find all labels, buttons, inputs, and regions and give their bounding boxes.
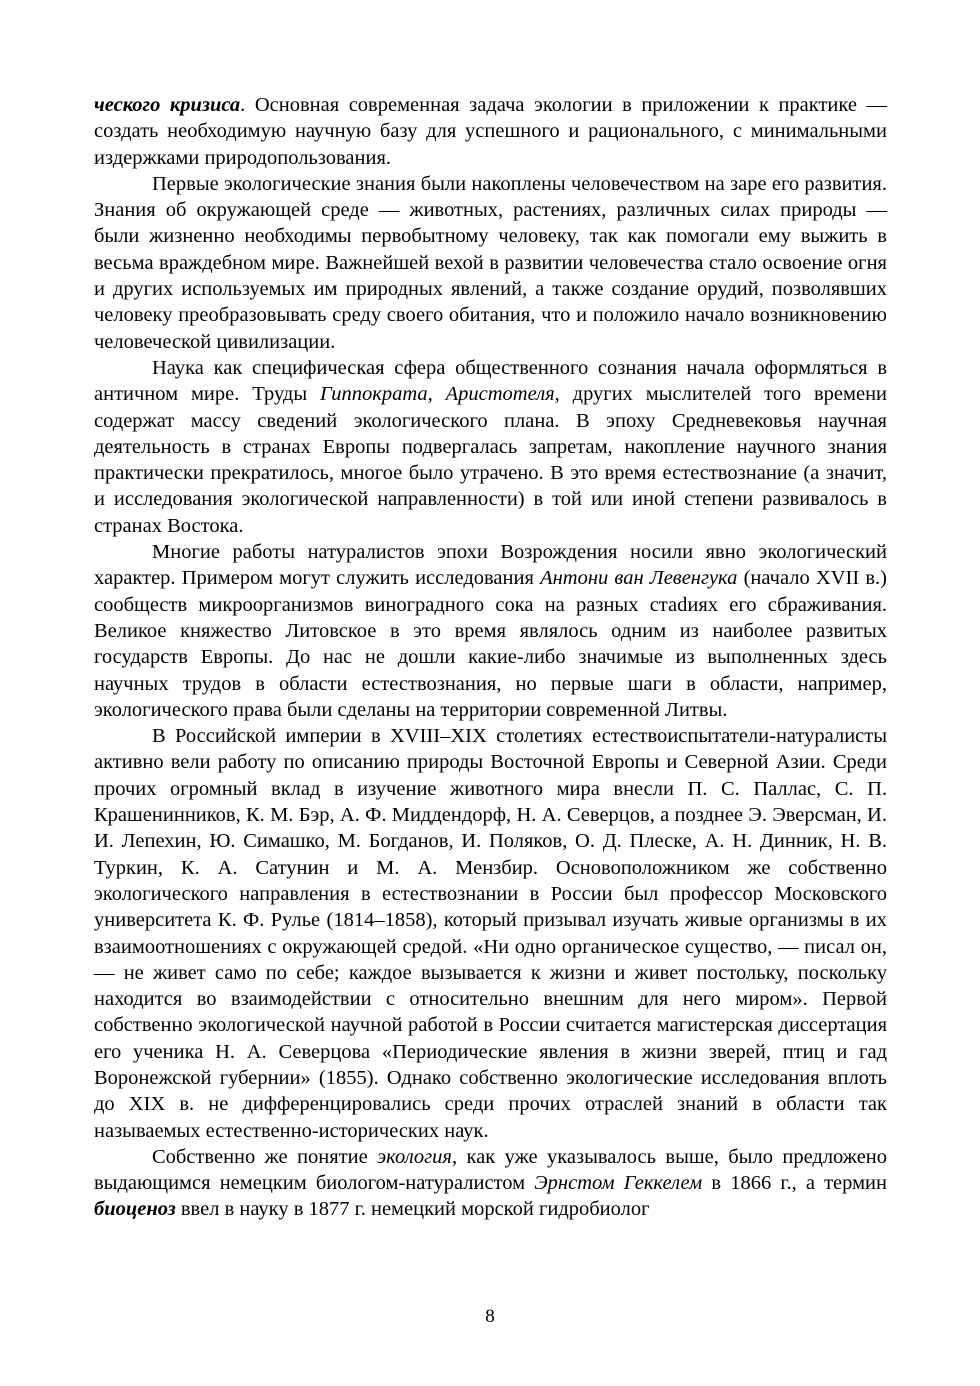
term-ecological-crisis: ческого кризиса bbox=[94, 94, 241, 116]
text-segment: . Основная современная задача экологии в приложении к практике — создать необходимую научную базу для успешного и рационального, с минимальными издержками природопользования. bbox=[94, 94, 887, 169]
paragraph-5 bbox=[94, 723, 887, 1144]
name-leeuwenhoek: Антони ван Левенгука bbox=[540, 567, 738, 590]
paragraph-2 bbox=[94, 171, 887, 355]
name-hippocrates: Гиппократа bbox=[319, 383, 428, 406]
paragraph-4 bbox=[94, 539, 887, 723]
text-segment: В Российской империи в XVIII–XIX столетиях естествоиспытатели-натуралисты активно вели работу по описанию природы Восточной Европы и Северной Азии. Среди прочих огромный вклад в изучение животного мира внесли П. С. Паллас, С. П. Крашенинников, К. М. Бэр, А. Ф. Миддендорф, Н. А. Северцов, а позднее Э. Эверсман, И. И. Лепехин, Ю. Симашко, М. Богданов, И. Поляков, О. Д. Плеске, А. Н. Динник, Н. В. Туркин, К. А. Сатунин и М. А. Мензбир. Основоположником же собственно экологического направления в естествознании в России был профессор Московского университета К. Ф. Рулье (1814–1858), который призывал изучать живые организмы в их взаимоотношениях с окружающей средой. «Ни одно органическое существо, — писал он, — не живет само по себе; каждое вызывается к жизни и живет постольку, поскольку находится во взаимодействии с относительно внешним для него миром». Первой собственно экологической научной работой в России считается магистерская диссертация его ученика Н. А. Северцова «Периодические явления в жизни зверей, птиц и гад Воронежской губернии» (1855). Однако собственно экологические исследования вплоть до XIX в. не дифференцировались среди прочих отраслей знаний в области так называемых естественно-исторических наук. bbox=[94, 725, 887, 1142]
paragraph-1 bbox=[94, 92, 887, 171]
page-number: 8 bbox=[485, 1306, 495, 1327]
term-biocenosis: биоценоз bbox=[94, 1198, 176, 1221]
paragraph-6 bbox=[94, 1144, 887, 1223]
name-haeckel: Эрнстом Геккелем bbox=[534, 1172, 703, 1195]
text-segment: , других мыслителей того времени содержат массу сведений экологического плана. В эпоху Средневековья научная деятельность в странах Европы подвергалась запретам, накопление научного знания практически прекратилось, многое было утрачено. В это время естествознание (а значит, и исследования экологической направленности) в той или иной степени развивалось в странах Востока. bbox=[94, 383, 888, 537]
text-segment: Наука как специфическая сфера общественного сознания начала оформляться в античном мире. Труды bbox=[94, 356, 887, 406]
text-segment: , как уже указывалось выше, было предложено выдающимся немецким биологом-натуралистом bbox=[94, 1145, 888, 1195]
name-aristotle: Аристотеля bbox=[445, 383, 555, 406]
paragraph-3 bbox=[94, 355, 887, 539]
text-segment: в 1866 г., а термин bbox=[702, 1172, 887, 1195]
text-segment: Первые экологические знания были накоплены человечеством на заре его развития. Знания об окружающей среде — животных, растениях, различных силах природы — были жизненно необходимы первобытному человеку, так как помогали ему выжить в весьма враждебном мире. Важнейшей вехой в развитии человечества стало освоение огня и других используемых им природных явлений, а также создание орудий, позволявших человеку преобразовывать среду своего обитания, что и положило начало возникновению человеческой цивилизации. bbox=[94, 172, 887, 353]
text-segment: Собственно же понятие bbox=[152, 1145, 378, 1168]
text-segment: Многие работы натуралистов эпохи Возрождения носили явно экологический характер. Примером могут служить исследования bbox=[94, 541, 887, 590]
text-segment: (начало XVII в.) сообществ микроорганизмов виноградного сока на разных стаdиях его сбраживания. Великое княжество Литовское в это время являлось одним из наиболее развитых государств Европы. До нас не дошли какие-либо значимые из выполненных здесь научных трудов в области естествознания, но первые шаги в области, например, экологического права были сделаны на территории современной Литвы. bbox=[94, 567, 888, 721]
term-ecology: экология bbox=[377, 1145, 452, 1168]
text-segment: ввел в науку в 1877 г. немецкий морской гидробиолог bbox=[175, 1198, 650, 1221]
page-body bbox=[94, 92, 887, 1223]
text-segment: , bbox=[427, 383, 446, 406]
